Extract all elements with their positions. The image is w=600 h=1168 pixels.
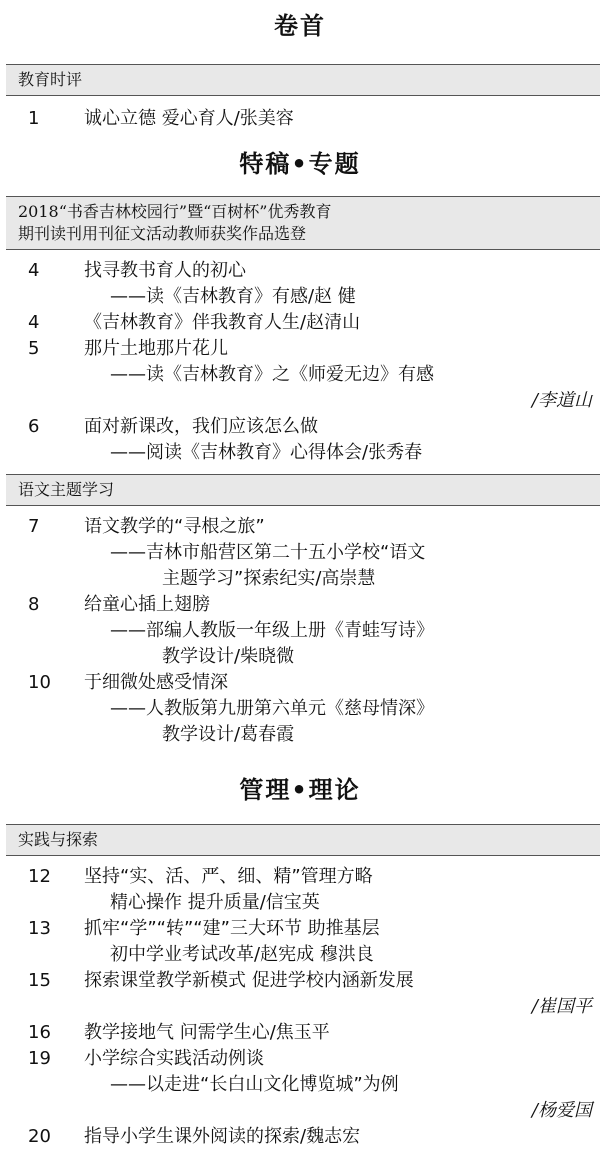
entry-subtitle-cont: 教学设计/葛春霞 [162,724,295,745]
toc-entry[interactable] [0,336,600,414]
entry-title: 那片土地那片花儿 [84,338,228,359]
entry-author: /崔国平 [531,996,592,1017]
page-number: 4 [28,260,40,281]
toc-entry[interactable] [0,1020,600,1046]
entry-author: /杨爱国 [531,1100,592,1121]
entry-title: 《吉林教育》伴我教育人生/赵清山 [84,312,361,333]
page-number: 13 [28,918,51,939]
entry-subtitle: ——阅读《吉林教育》心得体会/张秀春 [110,442,423,463]
category-bar-line1: 2018“书香吉林校园行”暨“百树杯”优秀教育 [18,202,332,221]
entry-title: 指导小学生课外阅读的探索/魏志宏 [84,1126,361,1147]
entry-subtitle: ——以走进“长白山文化博览城”为例 [110,1074,399,1095]
entry-title: 找寻教书育人的初心 [84,260,246,281]
category-bar-shijian: 实践与探索 [6,824,600,856]
entry-subtitle: 初中学业考试改革/赵宪成 穆洪良 [110,944,374,965]
toc-entry[interactable] [0,670,600,748]
section-title-tegao: 特稿•专题 [239,150,361,178]
toc-entry[interactable] [0,414,600,466]
entry-title: 诚心立德 爱心育人/张美容 [84,108,294,129]
toc-entry[interactable] [0,1046,600,1124]
page-number: 15 [28,970,51,991]
toc-entry[interactable] [0,310,600,336]
toc-entry[interactable] [0,514,600,592]
entry-subtitle-cont: 教学设计/柴晓微 [162,646,295,667]
category-bar-line2: 期刊读刊用刊征文活动教师获奖作品选登 [18,224,307,243]
page-number: 12 [28,866,51,887]
category-bar-yuwen: 语文主题学习 [6,474,600,506]
entry-subtitle: ——读《吉林教育》之《师爱无边》有感 [110,364,434,385]
entry-title: 探索课堂教学新模式 促进学校内涵新发展 [84,970,414,991]
entry-subtitle: ——人教版第九册第六单元《慈母情深》 [110,698,434,719]
toc-entry[interactable] [0,592,600,670]
page-number: 16 [28,1022,51,1043]
category-bar-shuxiang [6,196,600,250]
page-number: 20 [28,1126,51,1147]
entry-author: /李道山 [531,390,592,411]
entry-title: 给童心插上翅膀 [84,594,210,615]
section-title-guanli: 管理•理论 [239,776,361,804]
page-number: 7 [28,516,40,537]
entry-subtitle: 精心操作 提升质量/信宝英 [110,892,320,913]
page-number: 6 [28,416,40,437]
section-title-juanshou: 卷首 [274,12,326,40]
page-number: 5 [28,338,40,359]
entry-title: 于细微处感受情深 [84,672,228,693]
page-number: 19 [28,1048,51,1069]
toc-entry[interactable] [0,916,600,968]
entry-title: 抓牢“学”“转”“建”三大环节 助推基层 [84,918,380,939]
toc-entry[interactable] [0,864,600,916]
entry-title: 面对新课改，我们应该怎么做 [84,416,318,437]
page-number: 8 [28,594,40,615]
entry-subtitle: ——读《吉林教育》有感/赵 健 [110,286,356,307]
page-number: 4 [28,312,40,333]
page-number: 10 [28,672,51,693]
category-bar-jiaoyushiping: 教育时评 [6,64,600,96]
entry-subtitle: ——吉林市船营区第二十五小学校“语文 [110,542,426,563]
entry-subtitle: ——部编人教版一年级上册《青蛙写诗》 [110,620,434,641]
page-number: 1 [28,108,40,129]
toc-entry[interactable] [0,106,600,132]
entry-title: 教学接地气 问需学生心/焦玉平 [84,1022,330,1043]
toc-entry[interactable] [0,968,600,1020]
entry-subtitle-cont: 主题学习”探索纪实/高崇慧 [162,568,376,589]
toc-entry[interactable] [0,258,600,310]
toc-entry[interactable] [0,1124,600,1150]
entry-title: 坚持“实、活、严、细、精”管理方略 [84,866,373,887]
entry-title: 小学综合实践活动例谈 [84,1048,264,1069]
entry-title: 语文教学的“寻根之旅” [84,516,265,537]
